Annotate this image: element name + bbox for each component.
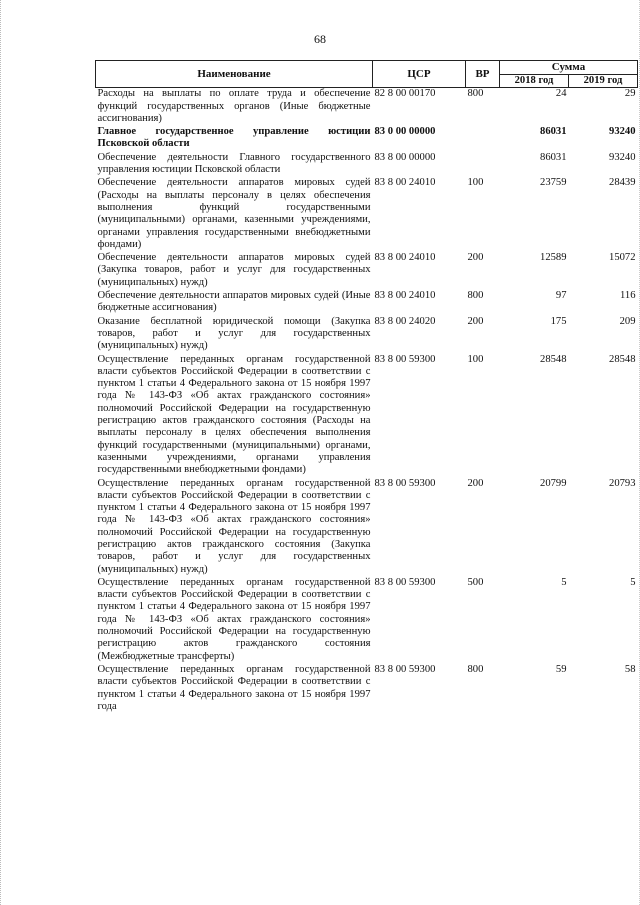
row-vr-code: 800 [467,290,484,302]
row-sum-2019: 15072 [609,252,636,264]
budget-table [95,60,638,714]
row-vr-code: 200 [467,252,484,264]
row-csr-code: 83 0 00 00000 [374,126,436,138]
row-vr-code [466,152,500,178]
table-row [96,664,638,714]
row-name: Главное государственное управление юстиции Псковской области [97,126,371,150]
table-body [96,88,638,714]
row-csr-code: 83 8 00 59300 [374,353,436,365]
table-row [96,252,638,290]
row-csr-code: 83 8 00 24010 [374,252,436,264]
row-name: Обеспечение деятельности аппаратов мировых судей (Иные бюджетные ассигнования) [97,290,371,314]
row-sum-2018: 97 [555,290,567,302]
row-sum-2019: 20793 [609,477,636,489]
row-name: Оказание бесплатной юридической помощи (Закупка товаров, работ и услуг для государственных (муниципальных) нужд) [97,315,371,352]
header-year-2019: 2019 год [569,75,638,88]
row-vr-code: 200 [467,315,484,327]
page-number: 68 [314,32,326,46]
row-sum-2019: 93240 [609,126,636,138]
row-vr-code: 500 [467,576,484,588]
row-csr-code: 83 8 00 24020 [374,315,436,327]
row-sum-2018: 59 [555,663,567,675]
row-sum-2019: 29 [624,88,636,100]
row-sum-2018: 12589 [540,252,567,264]
row-sum-2018: 24 [555,88,567,100]
table-row [96,478,638,577]
row-sum-2018: 86031 [540,126,567,138]
row-csr-code: 82 8 00 00170 [374,88,436,100]
row-sum-2019: 209 [619,315,636,327]
table-row [96,152,638,178]
row-vr-code: 800 [467,88,484,100]
row-name: Расходы на выплаты по оплате труда и обеспечение функций государственных органов (Иные бюджетные ассигнования) [97,88,371,124]
row-sum-2018: 23759 [540,177,567,189]
scan-edge-left [0,0,2,905]
row-name: Осуществление переданных органам государственной власти субъектов Российской Федерации в соответствии с пунктом 1 статьи 4 Федерального закона от 15 ноября 1997 года № 143-ФЗ «Об актах гражданского состояния» полномочий Российской Федерации на государственную регистрацию актов гражданского состояния (Межбюджетные трансферты) [97,576,371,662]
row-vr-code: 100 [467,353,484,365]
row-sum-2018: 86031 [540,151,567,163]
row-name: Обеспечение деятельности Главного государственного управления юстиции Псковской области [97,151,371,176]
row-vr-code [466,126,500,152]
row-sum-2019: 58 [624,663,636,675]
row-vr-code: 100 [467,177,484,189]
table-row [96,354,638,478]
row-sum-2019: 28548 [609,353,636,365]
header-name: Наименование [96,61,373,88]
row-csr-code: 83 8 00 59300 [374,477,436,489]
row-sum-2018: 20799 [540,477,567,489]
table-row [96,577,638,664]
table-row [96,88,638,126]
table-row [96,177,638,252]
row-sum-2019: 28439 [609,177,636,189]
header-sum: Сумма [500,61,638,75]
row-name: Осуществление переданных органам государственной власти субъектов Российской Федерации в соответствии с пунктом 1 статьи 4 Федерального закона от 15 ноября 1997 года № 143-ФЗ «Об актах гражданского состояния» полномочий Российской Федерации на государственную регистрацию актов гражданского состояния (Расходы на выплаты персоналу в целях обеспечения выполнения функций государственными (муниципальными) органами, казенными учреждениями, органами управления государственными внебюджетными фондами) [97,353,371,476]
table-row [96,126,638,152]
row-sum-2019: 93240 [609,151,636,163]
row-name: Осуществление переданных органам государственной власти субъектов Российской Федерации в соответствии с пунктом 1 статьи 4 Федерального закона от 15 ноября 1997 года [97,663,371,712]
row-sum-2018: 5 [561,576,567,588]
row-sum-2018: 175 [550,315,567,327]
row-csr-code: 83 8 00 00000 [374,151,436,163]
row-sum-2019: 5 [630,576,636,588]
row-csr-code: 83 8 00 59300 [374,663,436,675]
table-row [96,290,638,316]
row-name: Осуществление переданных органам государственной власти субъектов Российской Федерации в соответствии с пунктом 1 статьи 4 Федерального закона от 15 ноября 1997 года № 143-ФЗ «Об актах гражданского состояния» полномочий Российской Федерации на государственную регистрацию актов гражданского состояния (Закупка товаров, работ и услуг для государственных (муниципальных) нужд) [97,477,371,575]
row-sum-2019: 116 [620,290,636,302]
header-year-2018: 2018 год [500,75,569,88]
row-vr-code: 800 [467,663,484,675]
header-vr: ВР [466,61,500,88]
header-csr: ЦСР [373,61,466,88]
table-row [96,316,638,354]
row-csr-code: 83 8 00 59300 [374,576,436,588]
row-vr-code: 200 [467,477,484,489]
row-name: Обеспечение деятельности аппаратов мировых судей (Закупка товаров, работ и услуг для государственных (муниципальных) нужд) [97,252,371,288]
row-csr-code: 83 8 00 24010 [374,290,436,302]
row-sum-2018: 28548 [540,353,567,365]
row-csr-code: 83 8 00 24010 [374,177,436,189]
table-header [96,61,638,88]
row-name: Обеспечение деятельности аппаратов мировых судей (Расходы на выплаты персоналу в целях обеспечения выполнения функций государственными (муниципальными) органами, казенными учреждениями, органами управления государственными внебюджетными фондами) [97,177,371,250]
